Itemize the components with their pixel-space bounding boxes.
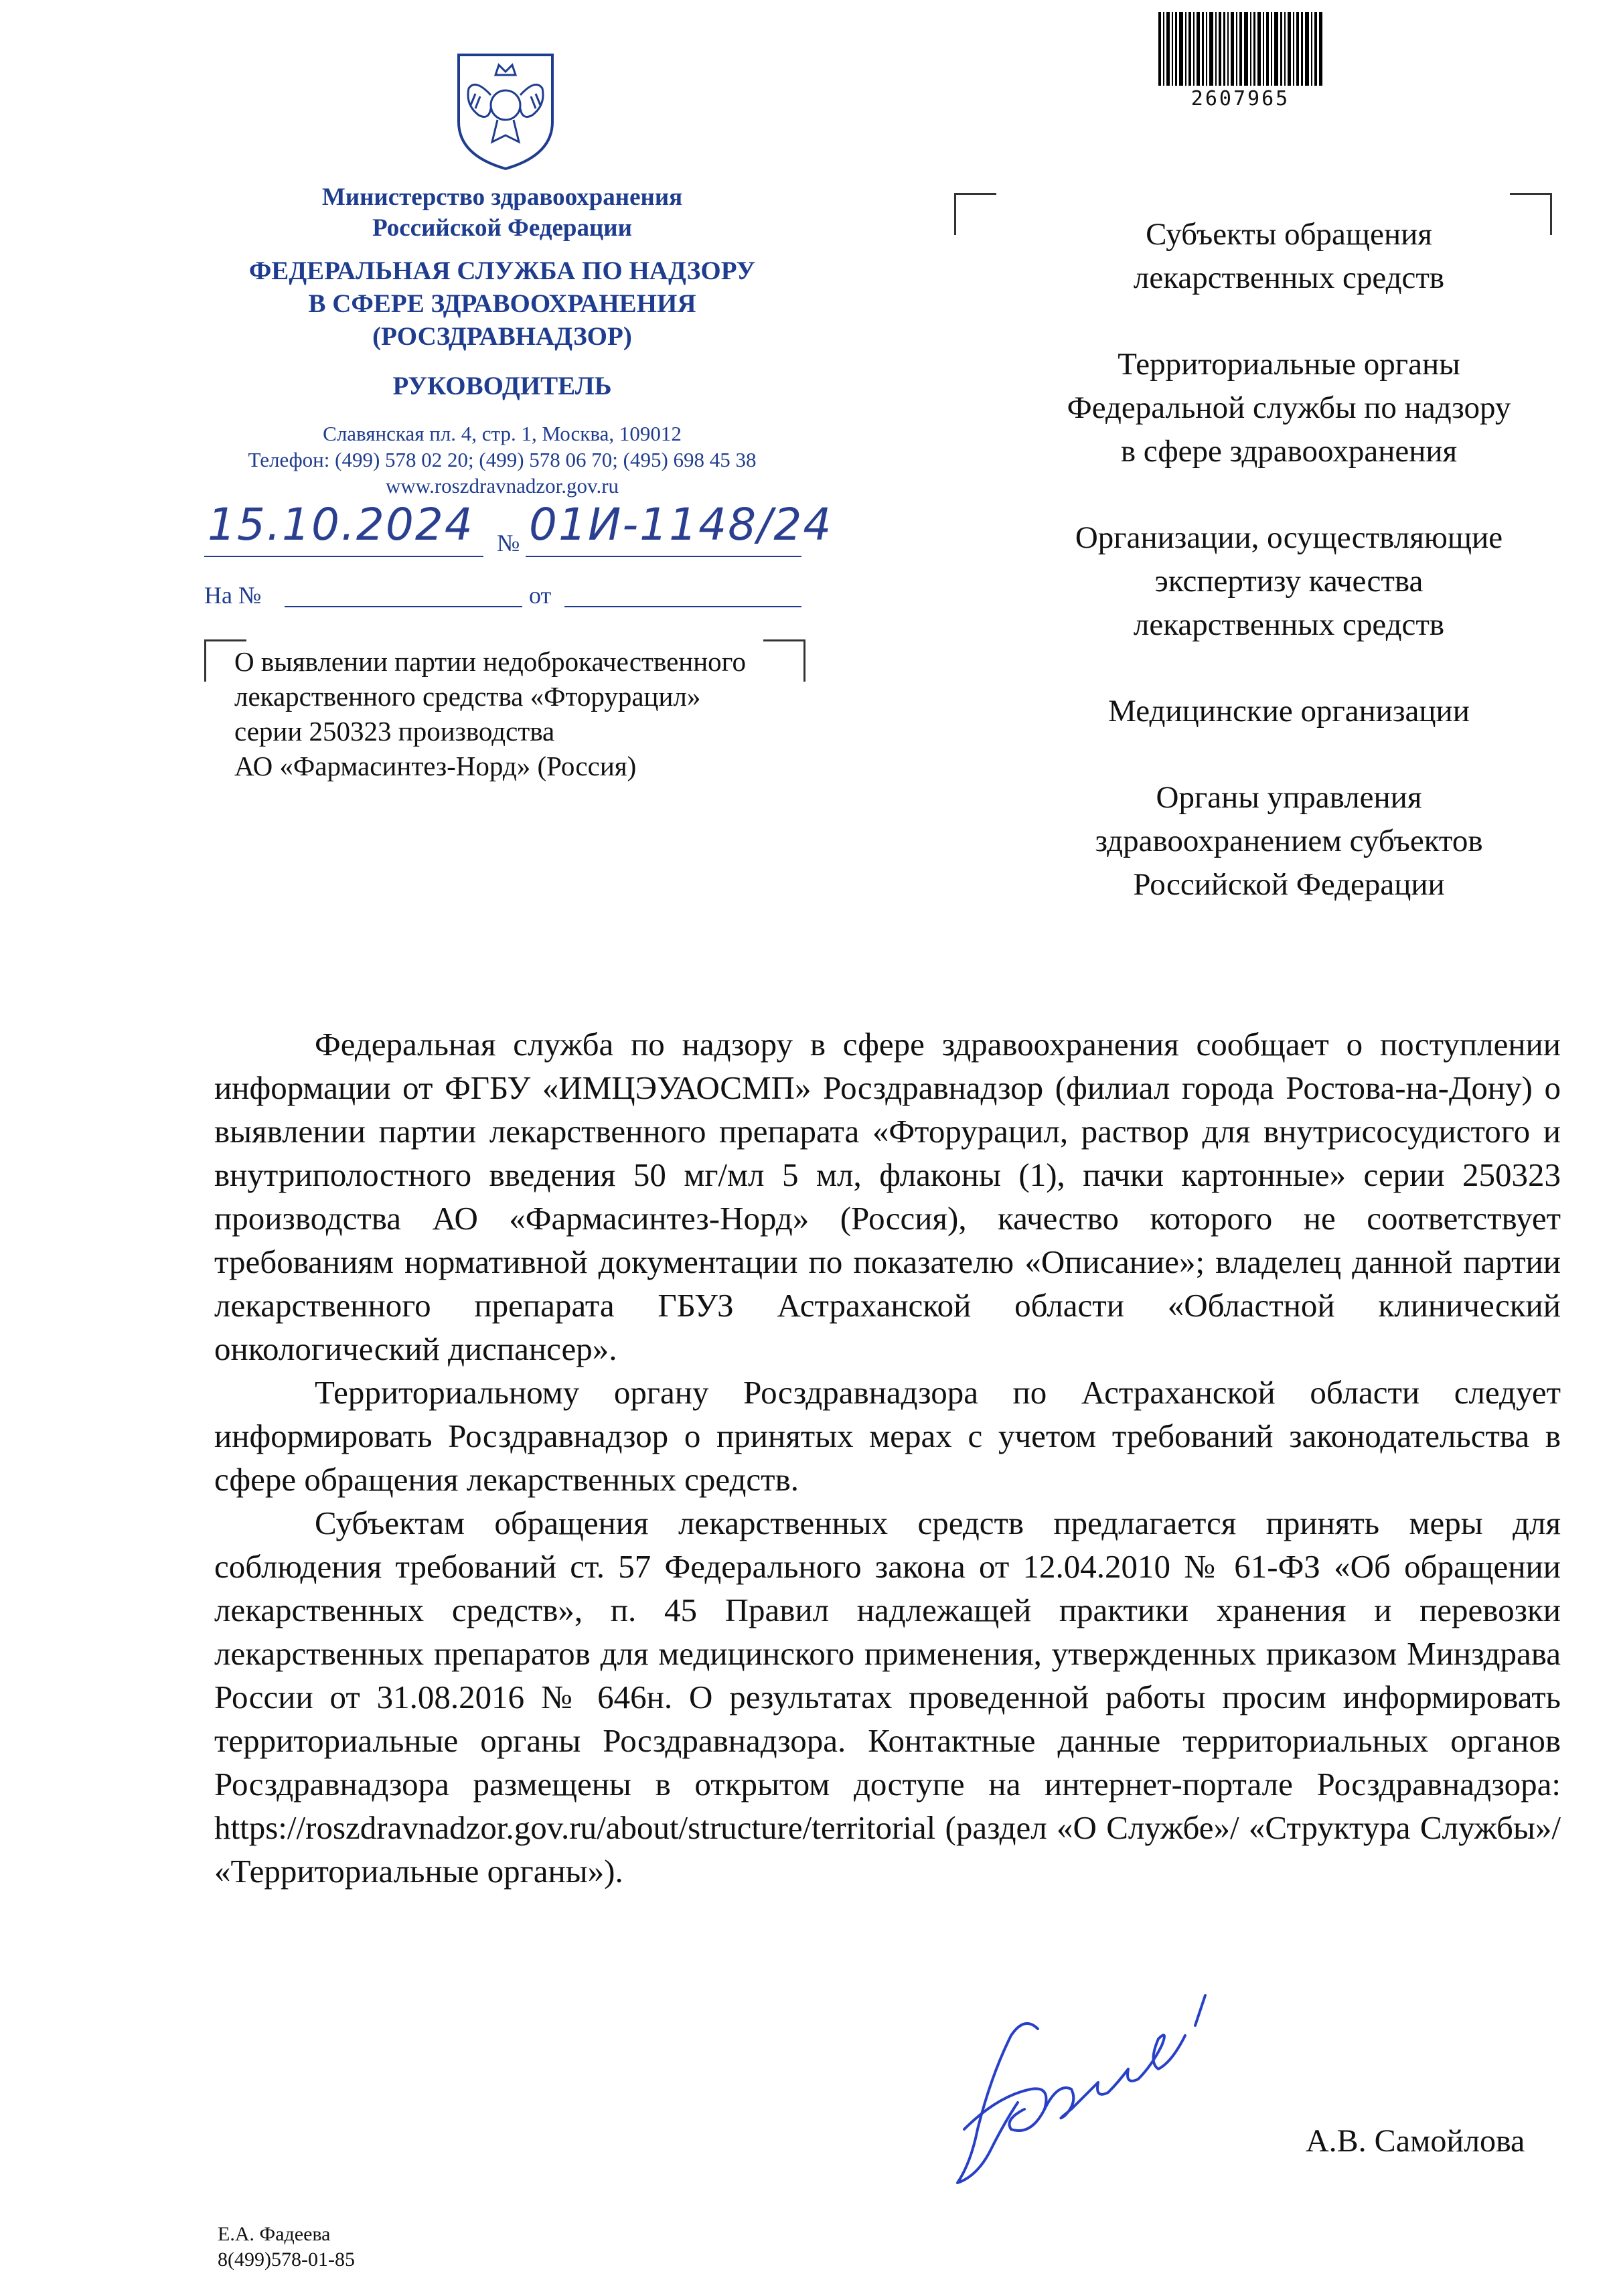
service-line-1: ФЕДЕРАЛЬНАЯ СЛУЖБА ПО НАДЗОРУ <box>248 256 756 285</box>
service-line-3: (РОСЗДРАВНАДЗОР) <box>372 322 632 351</box>
addressee-item: Медицинские организации <box>1108 694 1470 729</box>
letter-body <box>214 1022 1561 1893</box>
reference-number-underline <box>285 606 522 607</box>
subject-line-3: серии 250323 производства <box>234 716 555 747</box>
website: www.roszdravnadzor.gov.ru <box>385 474 619 498</box>
service-line-2: В СФЕРЕ ЗДРАВООХРАНЕНИЯ <box>308 289 696 318</box>
subject-line-1: О выявлении партии недоброкачественного <box>234 646 746 677</box>
registration-date: 15.10.2024 <box>208 499 474 550</box>
registration-number: 01И-1148/24 <box>529 499 833 550</box>
addressee-item: Организации, осуществляющие экспертизу качества лекарственных средств <box>1075 520 1503 642</box>
barcode <box>1155 12 1326 116</box>
addressee-item: Органы управления здравоохранением субъектов Российской Федерации <box>1095 780 1483 902</box>
addressee-item: Субъекты обращения лекарственных средств <box>1133 217 1445 295</box>
signer-name: А.В. Самойлова <box>1306 2123 1525 2159</box>
service-name <box>154 254 850 353</box>
subject <box>234 644 891 783</box>
ministry-name <box>154 182 850 244</box>
addressees <box>1008 213 1570 949</box>
number-underline <box>526 556 801 557</box>
position-title: РУКОВОДИТЕЛЬ <box>392 372 612 400</box>
executor-name: Е.А. Фадеева <box>218 2223 331 2245</box>
contact-block <box>154 420 850 499</box>
subject-line-4: АО «Фармасинтез-Норд» (Россия) <box>234 751 637 781</box>
handwritten-signature <box>937 1975 1245 2203</box>
barcode-number: 2607965 <box>1190 87 1290 110</box>
executor-info <box>218 2222 355 2273</box>
date-underline <box>204 556 483 557</box>
body-paragraph-3: Субъектам обращения лекарственных средств предлагается принять меры для соблюдения требований ст. 57 Федерального закона от 12.04.2010 № 61-ФЗ «Об обращении лекарственных средств», п. 45 Правил надлежащей практики хранения и перевозки лекарственных препаратов для медицинского применения, утвержденных приказом Минздрава России от 31.08.2016 № 646н. О результатах проведенной работы просим информировать территориальные органы Росздравнадзора. Контактные данные территориальных органов Росздравнадзора размещены в открытом доступе на интернет-портале Росздравнадзора: https://roszdravnadzor.gov.ru/about/structure/territorial (раздел «О Службе»/ «Структура Службы»/ «Территориальные органы»). <box>214 1505 1561 1890</box>
ministry-line-1: Министерство здравоохранения <box>321 183 683 211</box>
coat-of-arms-icon <box>439 42 572 175</box>
address: Славянская пл. 4, стр. 1, Москва, 109012 <box>323 422 682 445</box>
barcode-bars <box>1158 12 1322 86</box>
reference-date-label: от <box>529 582 552 609</box>
reference-date-underline <box>564 606 801 607</box>
phone: Телефон: (499) 578 02 20; (499) 578 06 70; (495) 698 45 38 <box>248 448 757 471</box>
ministry-line-2: Российской Федерации <box>372 214 632 242</box>
executor-phone: 8(499)578-01-85 <box>218 2248 355 2271</box>
addressee-item: Территориальные органы Федеральной службы по надзору в сфере здравоохранения <box>1067 347 1511 469</box>
number-label: № <box>497 530 520 556</box>
subject-line-2: лекарственного средства «Фторурацил» <box>234 681 701 712</box>
body-paragraph-2: Территориальному органу Росздравнадзора по Астраханской области следует информировать Росздравнадзор о принятых мерах с учетом требований законодательства в сфере обращения лекарственных средств. <box>214 1374 1561 1498</box>
addressee-corner-left <box>954 193 996 235</box>
reference-number-label: На № <box>204 582 262 609</box>
body-paragraph-1: Федеральная служба по надзору в сфере здравоохранения сообщает о поступлении информации от ФГБУ «ИМЦЭУАОСМП» Росздравнадзор (филиал города Ростова-на-Дону) о выявлении партии лекарственного препарата «Фторурацил, раствор для внутрисосудистого и внутриполостного введения 50 мг/мл 5 мл, флаконы (1), пачки картонные» серии 250323 производства АО «Фармасинтез-Норд» (Россия), качество которого не соответствует требованиям нормативной документации по показателю «Описание»; владелец данной партии лекарственного препарата ГБУЗ Астраханской области «Областной клинический онкологический диспансер». <box>214 1026 1561 1367</box>
